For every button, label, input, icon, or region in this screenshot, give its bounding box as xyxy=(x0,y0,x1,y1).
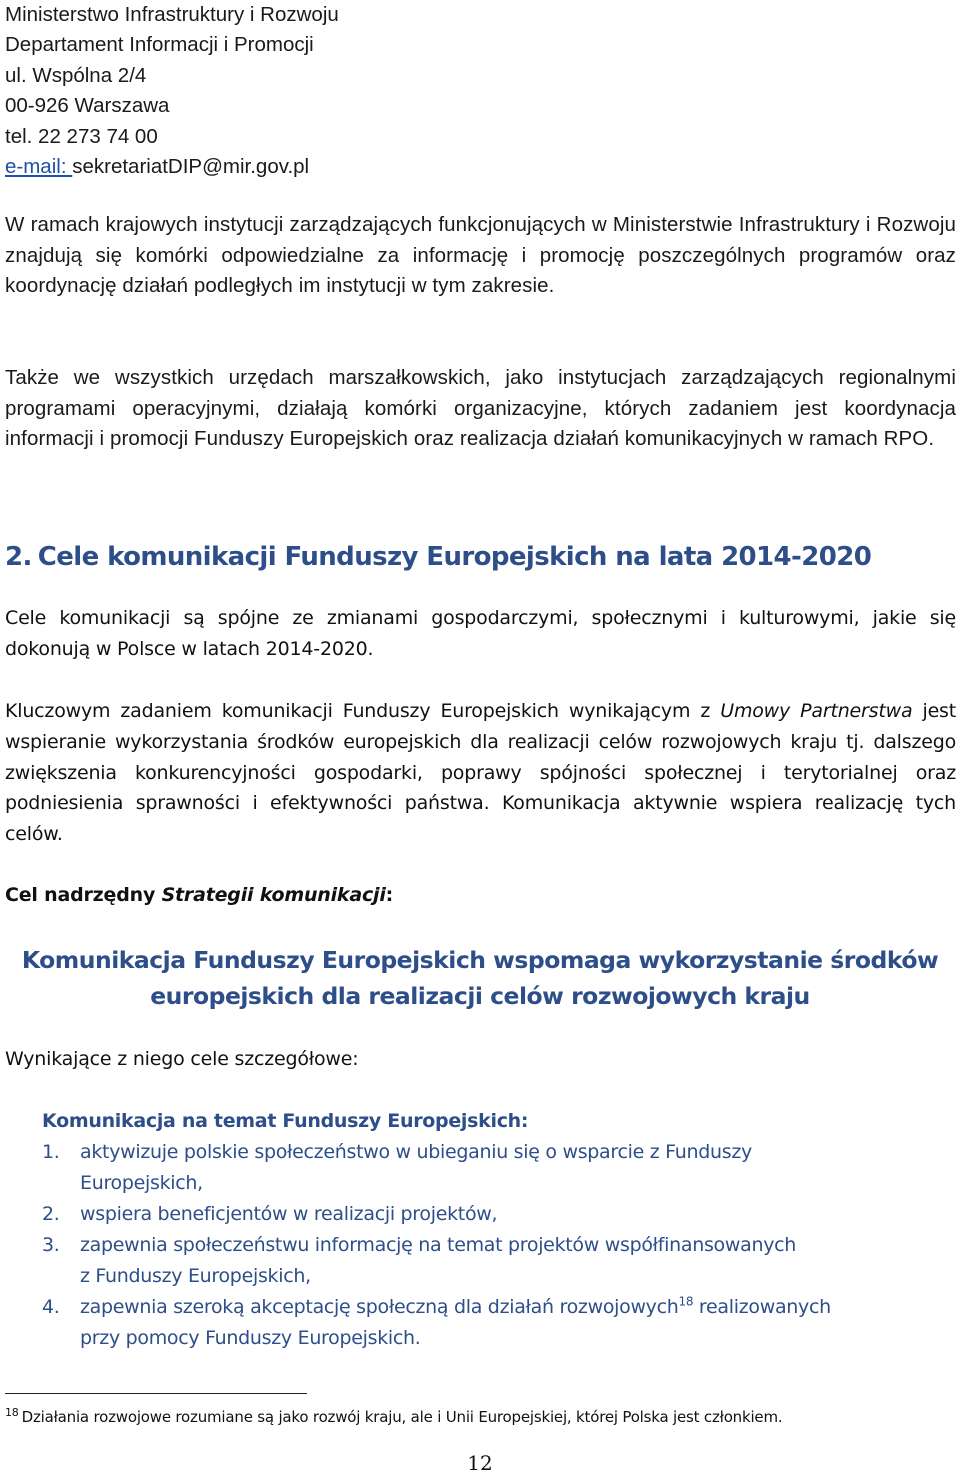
section-heading xyxy=(5,540,871,574)
address-email xyxy=(5,152,339,182)
section-number: 2. xyxy=(5,542,32,572)
list-item xyxy=(42,1230,922,1292)
main-goal-line-2: europejskich dla realizacji celów rozwojowych kraju xyxy=(150,982,810,1010)
footnote-reference[interactable]: 18 xyxy=(678,1294,694,1309)
footnote-mark: 18 xyxy=(5,1406,19,1419)
main-goal-label-suffix: : xyxy=(385,884,394,906)
address-ministry: Ministerstwo Infrastruktury i Rozwoju xyxy=(5,3,339,26)
section-title: Cele komunikacji Funduszy Europejskich na lata 2014-2020 xyxy=(37,542,872,572)
list-item-number: 2. xyxy=(42,1203,60,1225)
subgoals-intro: Wynikające z niego cele szczegółowe: xyxy=(5,1048,359,1070)
address-block xyxy=(5,0,339,182)
paragraph-regions: Także we wszystkich urzędach marszałkowskich, jako instytucjach zarządzających regionalnymi programami operacyjnymi, działają komórki organizacyjne, których zadaniem jest koordynacja informacji i promocji Funduszy Europejskich oraz realizacja działań komunikacyjnych w ramach RPO. xyxy=(5,366,956,451)
list-item-text: wspiera beneficjentów w realizacji projektów, xyxy=(80,1203,498,1225)
list-item xyxy=(42,1137,922,1199)
list-item-number: 1. xyxy=(42,1141,60,1163)
paragraph-goals-intro: Cele komunikacji są spójne ze zmianami gospodarczymi, społecznymi i kulturowymi, jakie się dokonują w Polsce w latach 2014-2020. xyxy=(5,607,956,660)
address-phone: tel. 22 273 74 00 xyxy=(5,124,158,148)
address-department: Departament Informacji i Promocji xyxy=(5,33,314,57)
page-number: 12 xyxy=(467,1451,493,1475)
list-item-text: aktywizuje polskie społeczeństwo w ubieganiu się o wsparcie z Funduszy xyxy=(80,1141,752,1163)
list-item-number: 3. xyxy=(42,1234,60,1256)
main-goal xyxy=(0,942,960,1014)
footnote xyxy=(5,1405,782,1429)
list-item-text: Europejskich, xyxy=(80,1172,203,1194)
main-goal-label-prefix: Cel nadrzędny xyxy=(5,884,162,906)
paragraph-key-task xyxy=(5,696,956,850)
email-value: sekretariatDIP@mir.gov.pl xyxy=(72,155,310,179)
list-item xyxy=(42,1292,922,1354)
key-task-text-1: Kluczowym zadaniem komunikacji Funduszy Europejskich wynikającym z xyxy=(5,700,721,722)
list-item-text-part: zapewnia szeroką akceptację społeczną dla działań rozwojowych xyxy=(80,1296,679,1318)
paragraph-ministry: W ramach krajowych instytucji zarządzających funkcjonujących w Ministerstwie Infrastruktury i Rozwoju znajdują się komórki odpowiedzialne za informację i promocję poszczególnych programów oraz koordynację działań podległych im instytucji w tym zakresie. xyxy=(5,213,956,298)
address-city: 00-926 Warszawa xyxy=(5,94,170,118)
subgoals-list xyxy=(42,1137,922,1354)
main-goal-line-1: Komunikacja Funduszy Europejskich wspomaga wykorzystanie środków xyxy=(21,946,939,974)
list-item-text: z Funduszy Europejskich, xyxy=(80,1265,311,1287)
list-item xyxy=(42,1199,922,1230)
subgoals-heading: Komunikacja na temat Funduszy Europejskich: xyxy=(42,1110,529,1132)
key-task-italic: Umowy Partnerstwa xyxy=(720,700,913,722)
list-item-text: przy pomocy Funduszy Europejskich. xyxy=(80,1327,421,1349)
list-item-number: 4. xyxy=(42,1296,60,1318)
list-item-text-part: realizowanych xyxy=(693,1296,831,1318)
email-link[interactable]: e-mail: xyxy=(5,155,73,179)
footnote-text: Działania rozwojowe rozumiane są jako rozwój kraju, ale i Unii Europejskiej, której Polska jest członkiem. xyxy=(21,1408,783,1426)
list-item-text: zapewnia społeczeństwu informację na temat projektów współfinansowanych xyxy=(80,1234,797,1256)
address-street: ul. Wspólna 2/4 xyxy=(5,63,147,87)
key-task-text-2: jest wspieranie wykorzystania środków europejskich dla realizacji celów rozwojowych kraju tj. dalszego zwiększenia konkurencyjności gospodarki, poprawy spójności społecznej i terytorialnej oraz podniesienia sprawności i efektywności państwa. Komunikacja aktywnie wspiera realizację tych celów. xyxy=(5,700,957,846)
footnote-separator xyxy=(5,1393,307,1394)
list-item-text xyxy=(80,1292,922,1323)
main-goal-label xyxy=(5,880,393,911)
main-goal-label-italic: Strategii komunikacji xyxy=(161,884,386,906)
